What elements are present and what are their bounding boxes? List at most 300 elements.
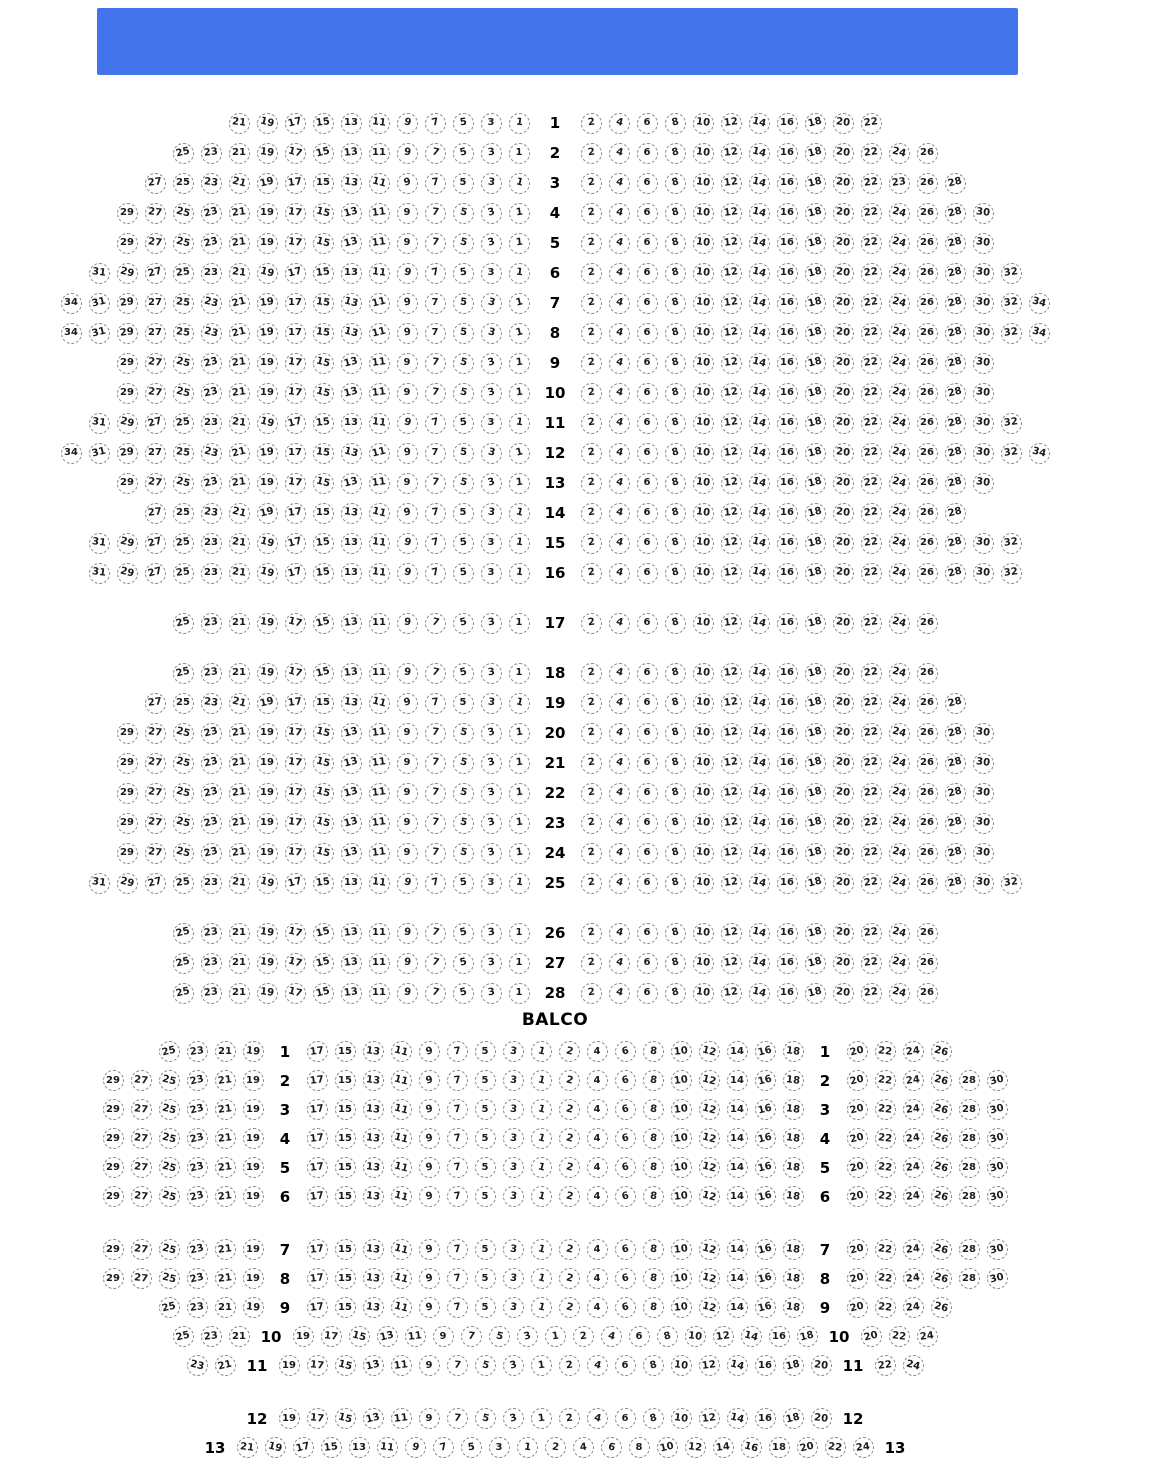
seat[interactable] — [609, 233, 630, 254]
seat[interactable] — [509, 143, 530, 164]
seat[interactable] — [741, 1437, 762, 1458]
seat[interactable] — [833, 783, 854, 804]
seat[interactable] — [391, 1041, 412, 1062]
seat[interactable] — [609, 923, 630, 944]
seat[interactable] — [917, 873, 938, 894]
seat[interactable] — [959, 1099, 980, 1120]
seat[interactable] — [777, 413, 798, 434]
seat[interactable] — [1029, 293, 1050, 314]
seat[interactable] — [397, 203, 418, 224]
seat[interactable] — [861, 563, 882, 584]
seat[interactable] — [257, 173, 278, 194]
seat[interactable] — [369, 233, 390, 254]
seat[interactable] — [363, 1297, 384, 1318]
seat[interactable] — [237, 1437, 258, 1458]
seat[interactable] — [397, 923, 418, 944]
seat[interactable] — [103, 1186, 124, 1207]
seat[interactable] — [397, 563, 418, 584]
seat[interactable] — [643, 1239, 664, 1260]
seat[interactable] — [861, 323, 882, 344]
seat[interactable] — [313, 983, 334, 1004]
seat[interactable] — [453, 613, 474, 634]
seat[interactable] — [425, 983, 446, 1004]
seat[interactable] — [783, 1070, 804, 1091]
seat[interactable] — [369, 563, 390, 584]
seat[interactable] — [609, 843, 630, 864]
seat[interactable] — [917, 533, 938, 554]
seat[interactable] — [693, 983, 714, 1004]
seat[interactable] — [861, 413, 882, 434]
seat[interactable] — [397, 983, 418, 1004]
seat[interactable] — [777, 613, 798, 634]
seat[interactable] — [159, 1268, 180, 1289]
seat[interactable] — [447, 1186, 468, 1207]
seat[interactable] — [945, 383, 966, 404]
seat[interactable] — [475, 1297, 496, 1318]
seat[interactable] — [341, 113, 362, 134]
seat[interactable] — [783, 1268, 804, 1289]
seat[interactable] — [917, 1326, 938, 1347]
seat[interactable] — [777, 203, 798, 224]
seat[interactable] — [509, 663, 530, 684]
seat[interactable] — [777, 813, 798, 834]
seat[interactable] — [117, 753, 138, 774]
seat[interactable] — [945, 813, 966, 834]
seat[interactable] — [257, 613, 278, 634]
seat[interactable] — [475, 1041, 496, 1062]
seat[interactable] — [559, 1239, 580, 1260]
seat[interactable] — [481, 173, 502, 194]
seat[interactable] — [509, 983, 530, 1004]
seat[interactable] — [215, 1355, 236, 1376]
seat[interactable] — [61, 443, 82, 464]
seat[interactable] — [665, 203, 686, 224]
seat[interactable] — [861, 383, 882, 404]
seat[interactable] — [89, 323, 110, 344]
seat[interactable] — [805, 413, 826, 434]
seat[interactable] — [657, 1326, 678, 1347]
seat[interactable] — [293, 1437, 314, 1458]
seat[interactable] — [453, 443, 474, 464]
seat[interactable] — [341, 263, 362, 284]
seat[interactable] — [397, 383, 418, 404]
seat[interactable] — [1001, 323, 1022, 344]
seat[interactable] — [257, 113, 278, 134]
seat[interactable] — [581, 563, 602, 584]
seat[interactable] — [201, 813, 222, 834]
seat[interactable] — [847, 1239, 868, 1260]
seat[interactable] — [721, 143, 742, 164]
seat[interactable] — [665, 723, 686, 744]
seat[interactable] — [229, 263, 250, 284]
seat[interactable] — [783, 1186, 804, 1207]
seat[interactable] — [509, 693, 530, 714]
seat[interactable] — [229, 293, 250, 314]
seat[interactable] — [699, 1128, 720, 1149]
seat[interactable] — [945, 753, 966, 774]
seat[interactable] — [805, 813, 826, 834]
seat[interactable] — [131, 1128, 152, 1149]
seat[interactable] — [397, 693, 418, 714]
seat[interactable] — [637, 383, 658, 404]
seat[interactable] — [313, 353, 334, 374]
seat[interactable] — [931, 1186, 952, 1207]
seat[interactable] — [777, 783, 798, 804]
seat[interactable] — [397, 443, 418, 464]
seat[interactable] — [453, 693, 474, 714]
seat[interactable] — [587, 1099, 608, 1120]
seat[interactable] — [453, 663, 474, 684]
seat[interactable] — [749, 383, 770, 404]
seat[interactable] — [397, 323, 418, 344]
seat[interactable] — [425, 203, 446, 224]
seat[interactable] — [1001, 293, 1022, 314]
seat[interactable] — [671, 1157, 692, 1178]
seat[interactable] — [615, 1297, 636, 1318]
seat[interactable] — [847, 1268, 868, 1289]
seat[interactable] — [777, 383, 798, 404]
seat[interactable] — [187, 1099, 208, 1120]
seat[interactable] — [481, 783, 502, 804]
seat[interactable] — [369, 533, 390, 554]
seat[interactable] — [973, 723, 994, 744]
seat[interactable] — [783, 1128, 804, 1149]
seat[interactable] — [945, 503, 966, 524]
seat[interactable] — [945, 233, 966, 254]
seat[interactable] — [637, 143, 658, 164]
seat[interactable] — [665, 353, 686, 374]
seat[interactable] — [229, 723, 250, 744]
seat[interactable] — [741, 1326, 762, 1347]
seat[interactable] — [749, 293, 770, 314]
seat[interactable] — [229, 983, 250, 1004]
seat[interactable] — [229, 753, 250, 774]
seat[interactable] — [917, 173, 938, 194]
seat[interactable] — [285, 563, 306, 584]
seat[interactable] — [699, 1239, 720, 1260]
seat[interactable] — [643, 1297, 664, 1318]
seat[interactable] — [425, 753, 446, 774]
seat[interactable] — [545, 1326, 566, 1347]
seat[interactable] — [89, 443, 110, 464]
seat[interactable] — [755, 1070, 776, 1091]
seat[interactable] — [425, 953, 446, 974]
seat[interactable] — [959, 1157, 980, 1178]
seat[interactable] — [363, 1041, 384, 1062]
seat[interactable] — [581, 613, 602, 634]
seat[interactable] — [917, 443, 938, 464]
seat[interactable] — [721, 113, 742, 134]
seat[interactable] — [397, 353, 418, 374]
seat[interactable] — [257, 293, 278, 314]
seat[interactable] — [243, 1041, 264, 1062]
seat[interactable] — [657, 1437, 678, 1458]
seat[interactable] — [369, 353, 390, 374]
seat[interactable] — [637, 563, 658, 584]
seat[interactable] — [425, 443, 446, 464]
seat[interactable] — [721, 753, 742, 774]
seat[interactable] — [861, 953, 882, 974]
seat[interactable] — [397, 533, 418, 554]
seat[interactable] — [973, 383, 994, 404]
seat[interactable] — [229, 413, 250, 434]
seat[interactable] — [637, 113, 658, 134]
seat[interactable] — [861, 843, 882, 864]
seat[interactable] — [285, 263, 306, 284]
seat[interactable] — [117, 383, 138, 404]
seat[interactable] — [481, 353, 502, 374]
seat[interactable] — [257, 983, 278, 1004]
seat[interactable] — [173, 953, 194, 974]
seat[interactable] — [931, 1099, 952, 1120]
seat[interactable] — [307, 1268, 328, 1289]
seat[interactable] — [609, 143, 630, 164]
seat[interactable] — [797, 1326, 818, 1347]
seat[interactable] — [749, 873, 770, 894]
seat[interactable] — [313, 813, 334, 834]
seat[interactable] — [229, 323, 250, 344]
seat[interactable] — [117, 413, 138, 434]
seat[interactable] — [805, 233, 826, 254]
seat[interactable] — [509, 203, 530, 224]
seat[interactable] — [783, 1408, 804, 1429]
seat[interactable] — [369, 783, 390, 804]
seat[interactable] — [257, 443, 278, 464]
seat[interactable] — [341, 693, 362, 714]
seat[interactable] — [601, 1437, 622, 1458]
seat[interactable] — [335, 1239, 356, 1260]
seat[interactable] — [637, 843, 658, 864]
seat[interactable] — [643, 1408, 664, 1429]
seat[interactable] — [201, 753, 222, 774]
seat[interactable] — [145, 443, 166, 464]
seat[interactable] — [581, 503, 602, 524]
seat[interactable] — [749, 663, 770, 684]
seat[interactable] — [145, 693, 166, 714]
seat[interactable] — [341, 203, 362, 224]
seat[interactable] — [777, 693, 798, 714]
seat[interactable] — [903, 1297, 924, 1318]
seat[interactable] — [609, 813, 630, 834]
seat[interactable] — [615, 1268, 636, 1289]
seat[interactable] — [665, 873, 686, 894]
seat[interactable] — [945, 263, 966, 284]
seat[interactable] — [503, 1041, 524, 1062]
seat[interactable] — [861, 1326, 882, 1347]
seat[interactable] — [917, 723, 938, 744]
seat[interactable] — [917, 413, 938, 434]
seat[interactable] — [917, 143, 938, 164]
seat[interactable] — [517, 1326, 538, 1347]
seat[interactable] — [285, 613, 306, 634]
seat[interactable] — [475, 1408, 496, 1429]
seat[interactable] — [805, 693, 826, 714]
seat[interactable] — [637, 233, 658, 254]
seat[interactable] — [89, 263, 110, 284]
seat[interactable] — [173, 843, 194, 864]
seat[interactable] — [531, 1186, 552, 1207]
seat[interactable] — [959, 1239, 980, 1260]
seat[interactable] — [341, 383, 362, 404]
seat[interactable] — [861, 293, 882, 314]
seat[interactable] — [453, 563, 474, 584]
seat[interactable] — [945, 783, 966, 804]
seat[interactable] — [931, 1297, 952, 1318]
seat[interactable] — [145, 563, 166, 584]
seat[interactable] — [917, 693, 938, 714]
seat[interactable] — [581, 873, 602, 894]
seat[interactable] — [889, 353, 910, 374]
seat[interactable] — [509, 413, 530, 434]
seat[interactable] — [341, 473, 362, 494]
seat[interactable] — [475, 1268, 496, 1289]
seat[interactable] — [173, 203, 194, 224]
seat[interactable] — [805, 113, 826, 134]
seat[interactable] — [425, 813, 446, 834]
seat[interactable] — [609, 413, 630, 434]
seat[interactable] — [341, 293, 362, 314]
seat[interactable] — [117, 813, 138, 834]
seat[interactable] — [453, 203, 474, 224]
seat[interactable] — [201, 983, 222, 1004]
seat[interactable] — [917, 563, 938, 584]
seat[interactable] — [531, 1239, 552, 1260]
seat[interactable] — [917, 783, 938, 804]
seat[interactable] — [889, 533, 910, 554]
seat[interactable] — [405, 1437, 426, 1458]
seat[interactable] — [229, 923, 250, 944]
seat[interactable] — [609, 263, 630, 284]
seat[interactable] — [777, 723, 798, 744]
seat[interactable] — [833, 843, 854, 864]
seat[interactable] — [201, 923, 222, 944]
seat[interactable] — [749, 203, 770, 224]
seat[interactable] — [581, 443, 602, 464]
seat[interactable] — [447, 1041, 468, 1062]
seat[interactable] — [425, 233, 446, 254]
seat[interactable] — [405, 1326, 426, 1347]
seat[interactable] — [173, 323, 194, 344]
seat[interactable] — [307, 1297, 328, 1318]
seat[interactable] — [833, 983, 854, 1004]
seat[interactable] — [665, 813, 686, 834]
seat[interactable] — [481, 383, 502, 404]
seat[interactable] — [805, 783, 826, 804]
seat[interactable] — [973, 353, 994, 374]
seat[interactable] — [889, 813, 910, 834]
seat[interactable] — [749, 263, 770, 284]
seat[interactable] — [313, 263, 334, 284]
seat[interactable] — [777, 503, 798, 524]
seat[interactable] — [889, 443, 910, 464]
seat[interactable] — [643, 1041, 664, 1062]
seat[interactable] — [335, 1128, 356, 1149]
seat[interactable] — [727, 1297, 748, 1318]
seat[interactable] — [397, 263, 418, 284]
seat[interactable] — [721, 173, 742, 194]
seat[interactable] — [229, 443, 250, 464]
seat[interactable] — [201, 873, 222, 894]
seat[interactable] — [665, 843, 686, 864]
seat[interactable] — [173, 413, 194, 434]
seat[interactable] — [453, 813, 474, 834]
seat[interactable] — [931, 1157, 952, 1178]
seat[interactable] — [425, 723, 446, 744]
seat[interactable] — [727, 1128, 748, 1149]
seat[interactable] — [609, 533, 630, 554]
seat[interactable] — [693, 113, 714, 134]
seat[interactable] — [173, 753, 194, 774]
seat[interactable] — [1001, 413, 1022, 434]
seat[interactable] — [637, 613, 658, 634]
seat[interactable] — [987, 1186, 1008, 1207]
seat[interactable] — [285, 323, 306, 344]
seat[interactable] — [173, 783, 194, 804]
seat[interactable] — [861, 473, 882, 494]
seat[interactable] — [721, 693, 742, 714]
seat[interactable] — [419, 1239, 440, 1260]
seat[interactable] — [369, 443, 390, 464]
seat[interactable] — [369, 383, 390, 404]
seat[interactable] — [643, 1268, 664, 1289]
seat[interactable] — [145, 383, 166, 404]
seat[interactable] — [341, 873, 362, 894]
seat[interactable] — [201, 723, 222, 744]
seat[interactable] — [145, 353, 166, 374]
seat[interactable] — [453, 383, 474, 404]
seat[interactable] — [805, 443, 826, 464]
seat[interactable] — [117, 233, 138, 254]
seat[interactable] — [693, 353, 714, 374]
seat[interactable] — [313, 753, 334, 774]
seat[interactable] — [685, 1326, 706, 1347]
seat[interactable] — [257, 843, 278, 864]
seat[interactable] — [307, 1099, 328, 1120]
seat[interactable] — [973, 813, 994, 834]
seat[interactable] — [945, 413, 966, 434]
seat[interactable] — [805, 203, 826, 224]
seat[interactable] — [671, 1408, 692, 1429]
seat[interactable] — [397, 723, 418, 744]
seat[interactable] — [889, 613, 910, 634]
seat[interactable] — [609, 613, 630, 634]
seat[interactable] — [433, 1437, 454, 1458]
seat[interactable] — [833, 383, 854, 404]
seat[interactable] — [721, 783, 742, 804]
seat[interactable] — [229, 233, 250, 254]
seat[interactable] — [833, 293, 854, 314]
seat[interactable] — [341, 783, 362, 804]
seat[interactable] — [825, 1437, 846, 1458]
seat[interactable] — [363, 1099, 384, 1120]
seat[interactable] — [805, 323, 826, 344]
seat[interactable] — [201, 143, 222, 164]
seat[interactable] — [425, 113, 446, 134]
seat[interactable] — [581, 813, 602, 834]
seat[interactable] — [609, 473, 630, 494]
seat[interactable] — [861, 663, 882, 684]
seat[interactable] — [609, 353, 630, 374]
seat[interactable] — [833, 233, 854, 254]
seat[interactable] — [145, 233, 166, 254]
seat[interactable] — [861, 923, 882, 944]
seat[interactable] — [369, 413, 390, 434]
seat[interactable] — [889, 233, 910, 254]
seat[interactable] — [559, 1099, 580, 1120]
seat[interactable] — [671, 1268, 692, 1289]
seat[interactable] — [425, 323, 446, 344]
seat[interactable] — [875, 1239, 896, 1260]
